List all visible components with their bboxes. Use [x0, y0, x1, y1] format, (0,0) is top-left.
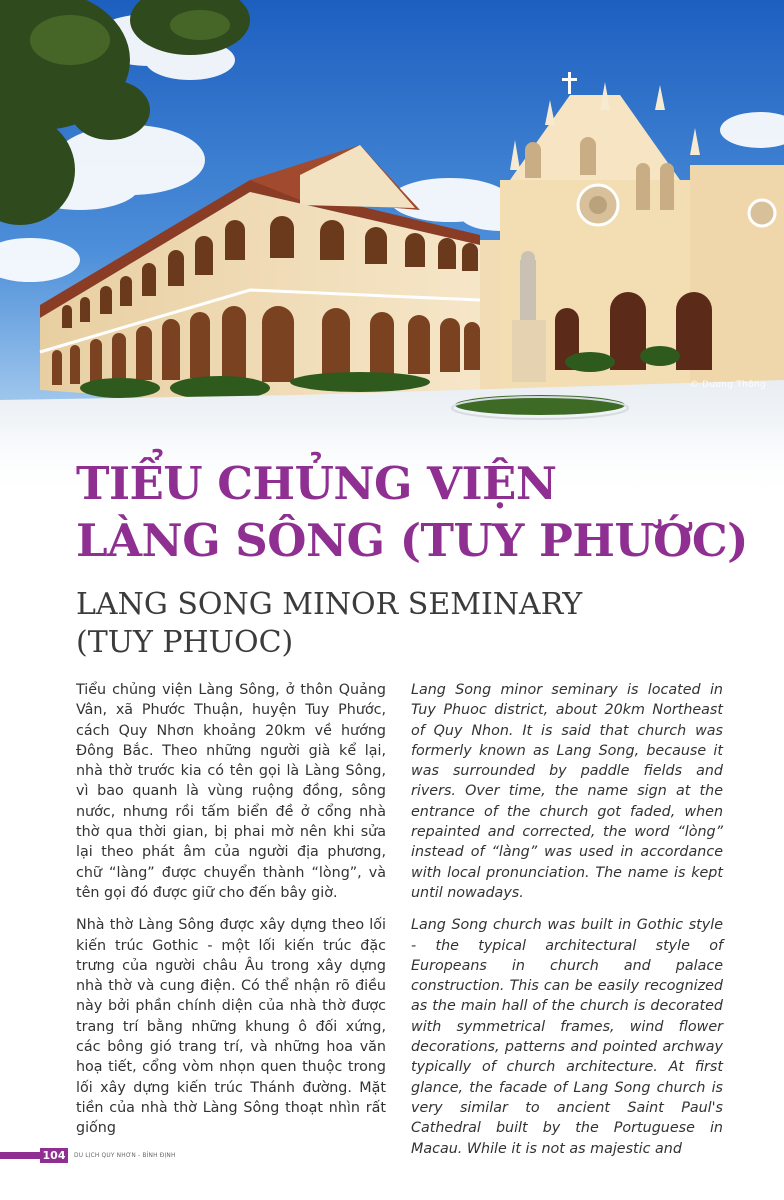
title-english — [76, 586, 776, 662]
church-seminary-illustration — [0, 0, 784, 500]
hero-photo — [0, 0, 784, 500]
photo-credit: © Dương Thông — [689, 380, 766, 390]
publication-name: DU LỊCH QUY NHƠN - BÌNH ĐỊNH — [74, 1151, 176, 1159]
vi-paragraph-2: Nhà thờ Làng Sông được xây dựng theo lối kiến trúc Gothic - một lối kiến trúc đặc trưng của người châu Âu trong xây dựng nhà thờ và cung điện. Có thể nhận rõ điều này bởi phần chính diện của nhà thờ được trang trí bằng những khung ô đối xứng, các bông gió trang trí, và những hoa văn hoạ tiết, cổng vòm nhọn quen thuộc trong lối xây dựng kiến trúc Thánh đường. Mặt tiền của nhà thờ Làng Sông thoạt nhìn rất giống — [76, 917, 386, 1137]
title-en-line-2: (TUY PHUOC) — [76, 625, 294, 660]
english-column — [411, 680, 723, 1171]
vietnamese-column — [76, 680, 386, 1151]
en-paragraph-2: Lang Song church was built in Gothic style - the typical architectural style of Europeans in church and palace construction. This can be easily recognized as the main hall of the church is decorated with symmetrical frames, wind flower decorations, patterns and pointed archway typically of church architecture. At first glance, the facade of Lang Song church is very similar to ancient Saint Paul's Cathedral built by the Portuguese in Macau. While it is not as majestic and — [411, 917, 723, 1157]
footer-accent-bar — [0, 1152, 40, 1159]
vi-paragraph-1: Tiểu chủng viện Làng Sông, ở thôn Quảng Vân, xã Phước Thuận, huyện Tuy Phước, cách Quy Nhơn khoảng 20km về hướng Đông Bắc. Theo những người già kể lại, nhà thờ trước kia có tên gọi là Làng Sông, vì bao quanh là vùng ruộng đồng, sông nước, nhưng rồi tấm biển đề ở cổng nhà thờ qua thời gian, bị phai mờ nên khi sửa lại theo phát âm của người địa phương, chữ “làng” được chuyển thành “lòng”, và tên gọi đó được giữ cho đến bây giờ. — [76, 682, 386, 901]
title-vietnamese — [76, 455, 776, 569]
page-number: 104 — [40, 1148, 68, 1163]
title-en-line-1: LANG SONG MINOR SEMINARY — [76, 587, 583, 622]
title-vi-line-2: LÀNG SÔNG (TUY PHƯỚC) — [76, 514, 748, 567]
en-paragraph-1: Lang Song minor seminary is located in Tuy Phuoc district, about 20km Northeast of Quy Nhon. It is said that church was formerly known as Lang Song, because it was surrounded by paddle fields and rivers. Over time, the name sign at the entrance of the church got faded, when repainted and corrected, the word “lòng” instead of “làng” was used in accordance with local pronunciation. The name is kept until nowadays. — [411, 682, 723, 901]
title-vi-line-1: TIỂU CHỦNG VIỆN — [76, 457, 557, 510]
